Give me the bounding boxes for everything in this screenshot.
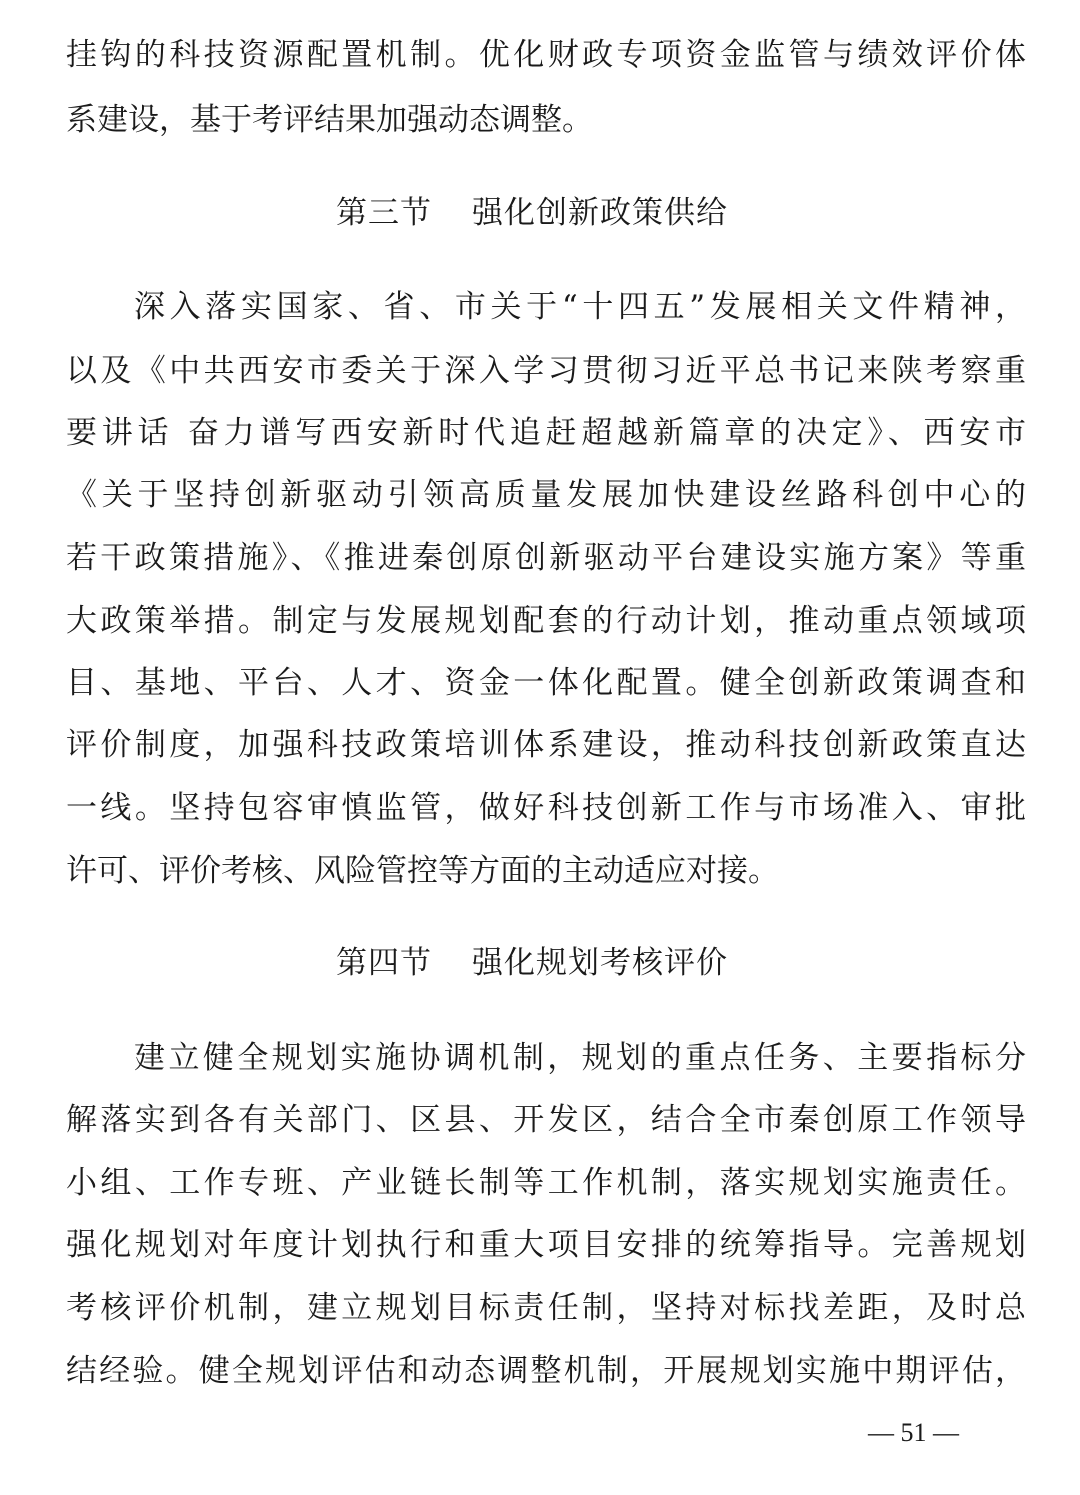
paragraph-line: 考核评价机制，建立规划目标责任制，坚持对标找差距，及时总 xyxy=(66,1290,1026,1326)
paragraph-line: 以及《中共西安市委关于深入学习贯彻习近平总书记来陕考察重 xyxy=(66,353,1026,389)
paragraph-line: 深入落实国家、省、市关于“十四五”发展相关文件精神， xyxy=(134,289,1026,325)
paragraph-line: 建立健全规划实施协调机制，规划的重点任务、主要指标分 xyxy=(134,1040,1026,1076)
paragraph-line: 系建设，基于考评结果加强动态调整。 xyxy=(66,102,593,138)
section-heading-3 xyxy=(336,190,728,236)
paragraph-line: 目、基地、平台、人才、资金一体化配置。健全创新政策调查和 xyxy=(66,665,1026,701)
section-heading-4 xyxy=(336,940,728,986)
section-title: 强化创新政策供给 xyxy=(472,195,728,231)
paragraph-line: 许可、评价考核、风险管控等方面的主动适应对接。 xyxy=(66,853,779,889)
paragraph-line: 解落实到各有关部门、区县、开发区，结合全市秦创原工作领导 xyxy=(66,1102,1026,1138)
section-number: 第四节 xyxy=(336,945,432,981)
section-number: 第三节 xyxy=(336,195,432,231)
paragraph-line: 要讲话 奋力谱写西安新时代追赶超越新篇章的决定》、西安市 xyxy=(66,415,1026,451)
paragraph-line: 强化规划对年度计划执行和重大项目安排的统筹指导。完善规划 xyxy=(66,1227,1026,1263)
section-title: 强化规划考核评价 xyxy=(472,945,728,981)
page-number: — 51 — xyxy=(868,1418,959,1447)
paragraph-line: 结经验。健全规划评估和动态调整机制，开展规划实施中期评估， xyxy=(66,1353,1026,1389)
paragraph-line: 大政策举措。制定与发展规划配套的行动计划，推动重点领域项 xyxy=(66,603,1026,639)
paragraph-line: 评价制度，加强科技政策培训体系建设，推动科技创新政策直达 xyxy=(66,727,1026,763)
paragraph-line: 《关于坚持创新驱动引领高质量发展加快建设丝路科创中心的 xyxy=(66,477,1026,513)
paragraph-line: 小组、工作专班、产业链长制等工作机制，落实规划实施责任。 xyxy=(66,1165,1026,1201)
paragraph-line: 若干政策措施》、《推进秦创原创新驱动平台建设实施方案》等重 xyxy=(66,540,1026,576)
paragraph-line: 挂钩的科技资源配置机制。优化财政专项资金监管与绩效评价体 xyxy=(66,37,1026,73)
paragraph-line: 一线。坚持包容审慎监管，做好科技创新工作与市场准入、审批 xyxy=(66,790,1026,826)
